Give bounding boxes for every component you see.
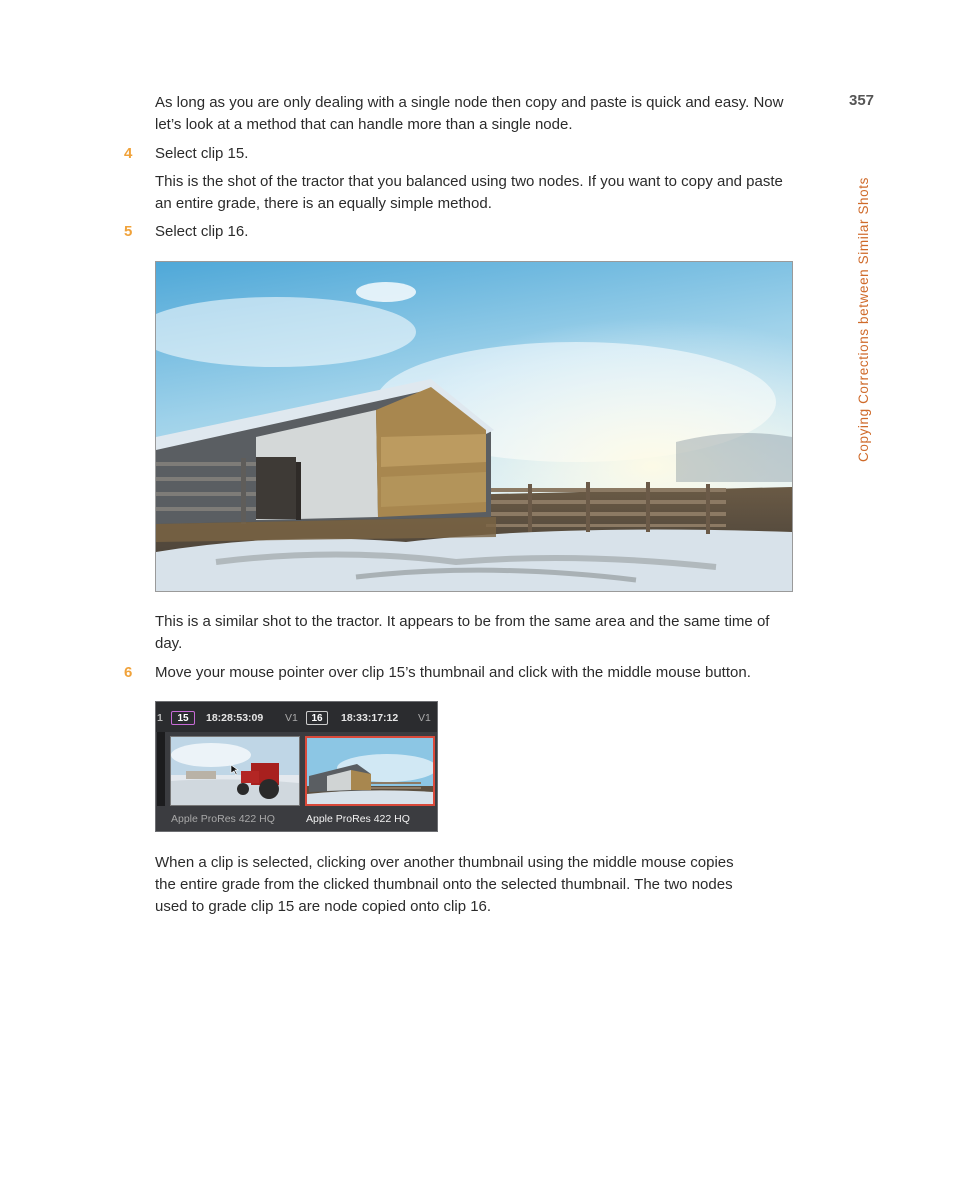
partial-clip-label: 1 [157,712,163,724]
clip-16-thumbnail[interactable] [305,736,435,806]
clip-15-number-badge: 15 [171,711,195,725]
after-image-paragraph: This is a similar shot to the tractor. It appears to be from the same area and the same time of day. [155,613,770,652]
clip-16-number-badge: 16 [306,711,328,725]
step-5-text: Select clip 16. [155,223,249,240]
step-4-paragraph: This is the shot of the tractor that you balanced using two nodes. If you want to copy and paste an entire grade, there is an equally simple method. [155,173,783,212]
clip-16-timecode: 18:33:17:12 [341,712,399,724]
running-title-text: Copying Corrections between Similar Shots [856,177,871,462]
clip-15-thumbnail[interactable] [170,736,300,806]
clip-15-timecode: 18:28:53:09 [206,712,264,724]
step-6-text: Move your mouse pointer over clip 15’s thumbnail and click with the middle mouse button. [155,664,751,681]
step-6-number: 6 [124,664,133,681]
clip-thumbnail-strip [155,701,438,832]
step-5-number: 5 [124,223,133,240]
step-4-number: 4 [124,145,133,162]
intro-paragraph: As long as you are only dealing with a single node then copy and paste is quick and easy. Now let’s look at a method that can handle more than a single node. [155,94,784,133]
clip-15-codec: Apple ProRes 422 HQ [171,813,275,825]
running-title [856,152,874,462]
previous-clip-edge [157,732,165,806]
clip-16-track: V1 [418,712,431,724]
page-number: 357 [849,92,875,109]
barn-photo [155,261,793,592]
step-4-text: Select clip 15. [155,145,249,162]
closing-paragraph: When a clip is selected, clicking over another thumbnail using the middle mouse copies the entire grade from the clicked thumbnail onto the selected thumbnail. The two nodes used to grade clip 15 are node copied onto clip 16. [155,854,734,915]
clip-16-codec: Apple ProRes 422 HQ [306,813,410,825]
clip-15-track: V1 [285,712,298,724]
